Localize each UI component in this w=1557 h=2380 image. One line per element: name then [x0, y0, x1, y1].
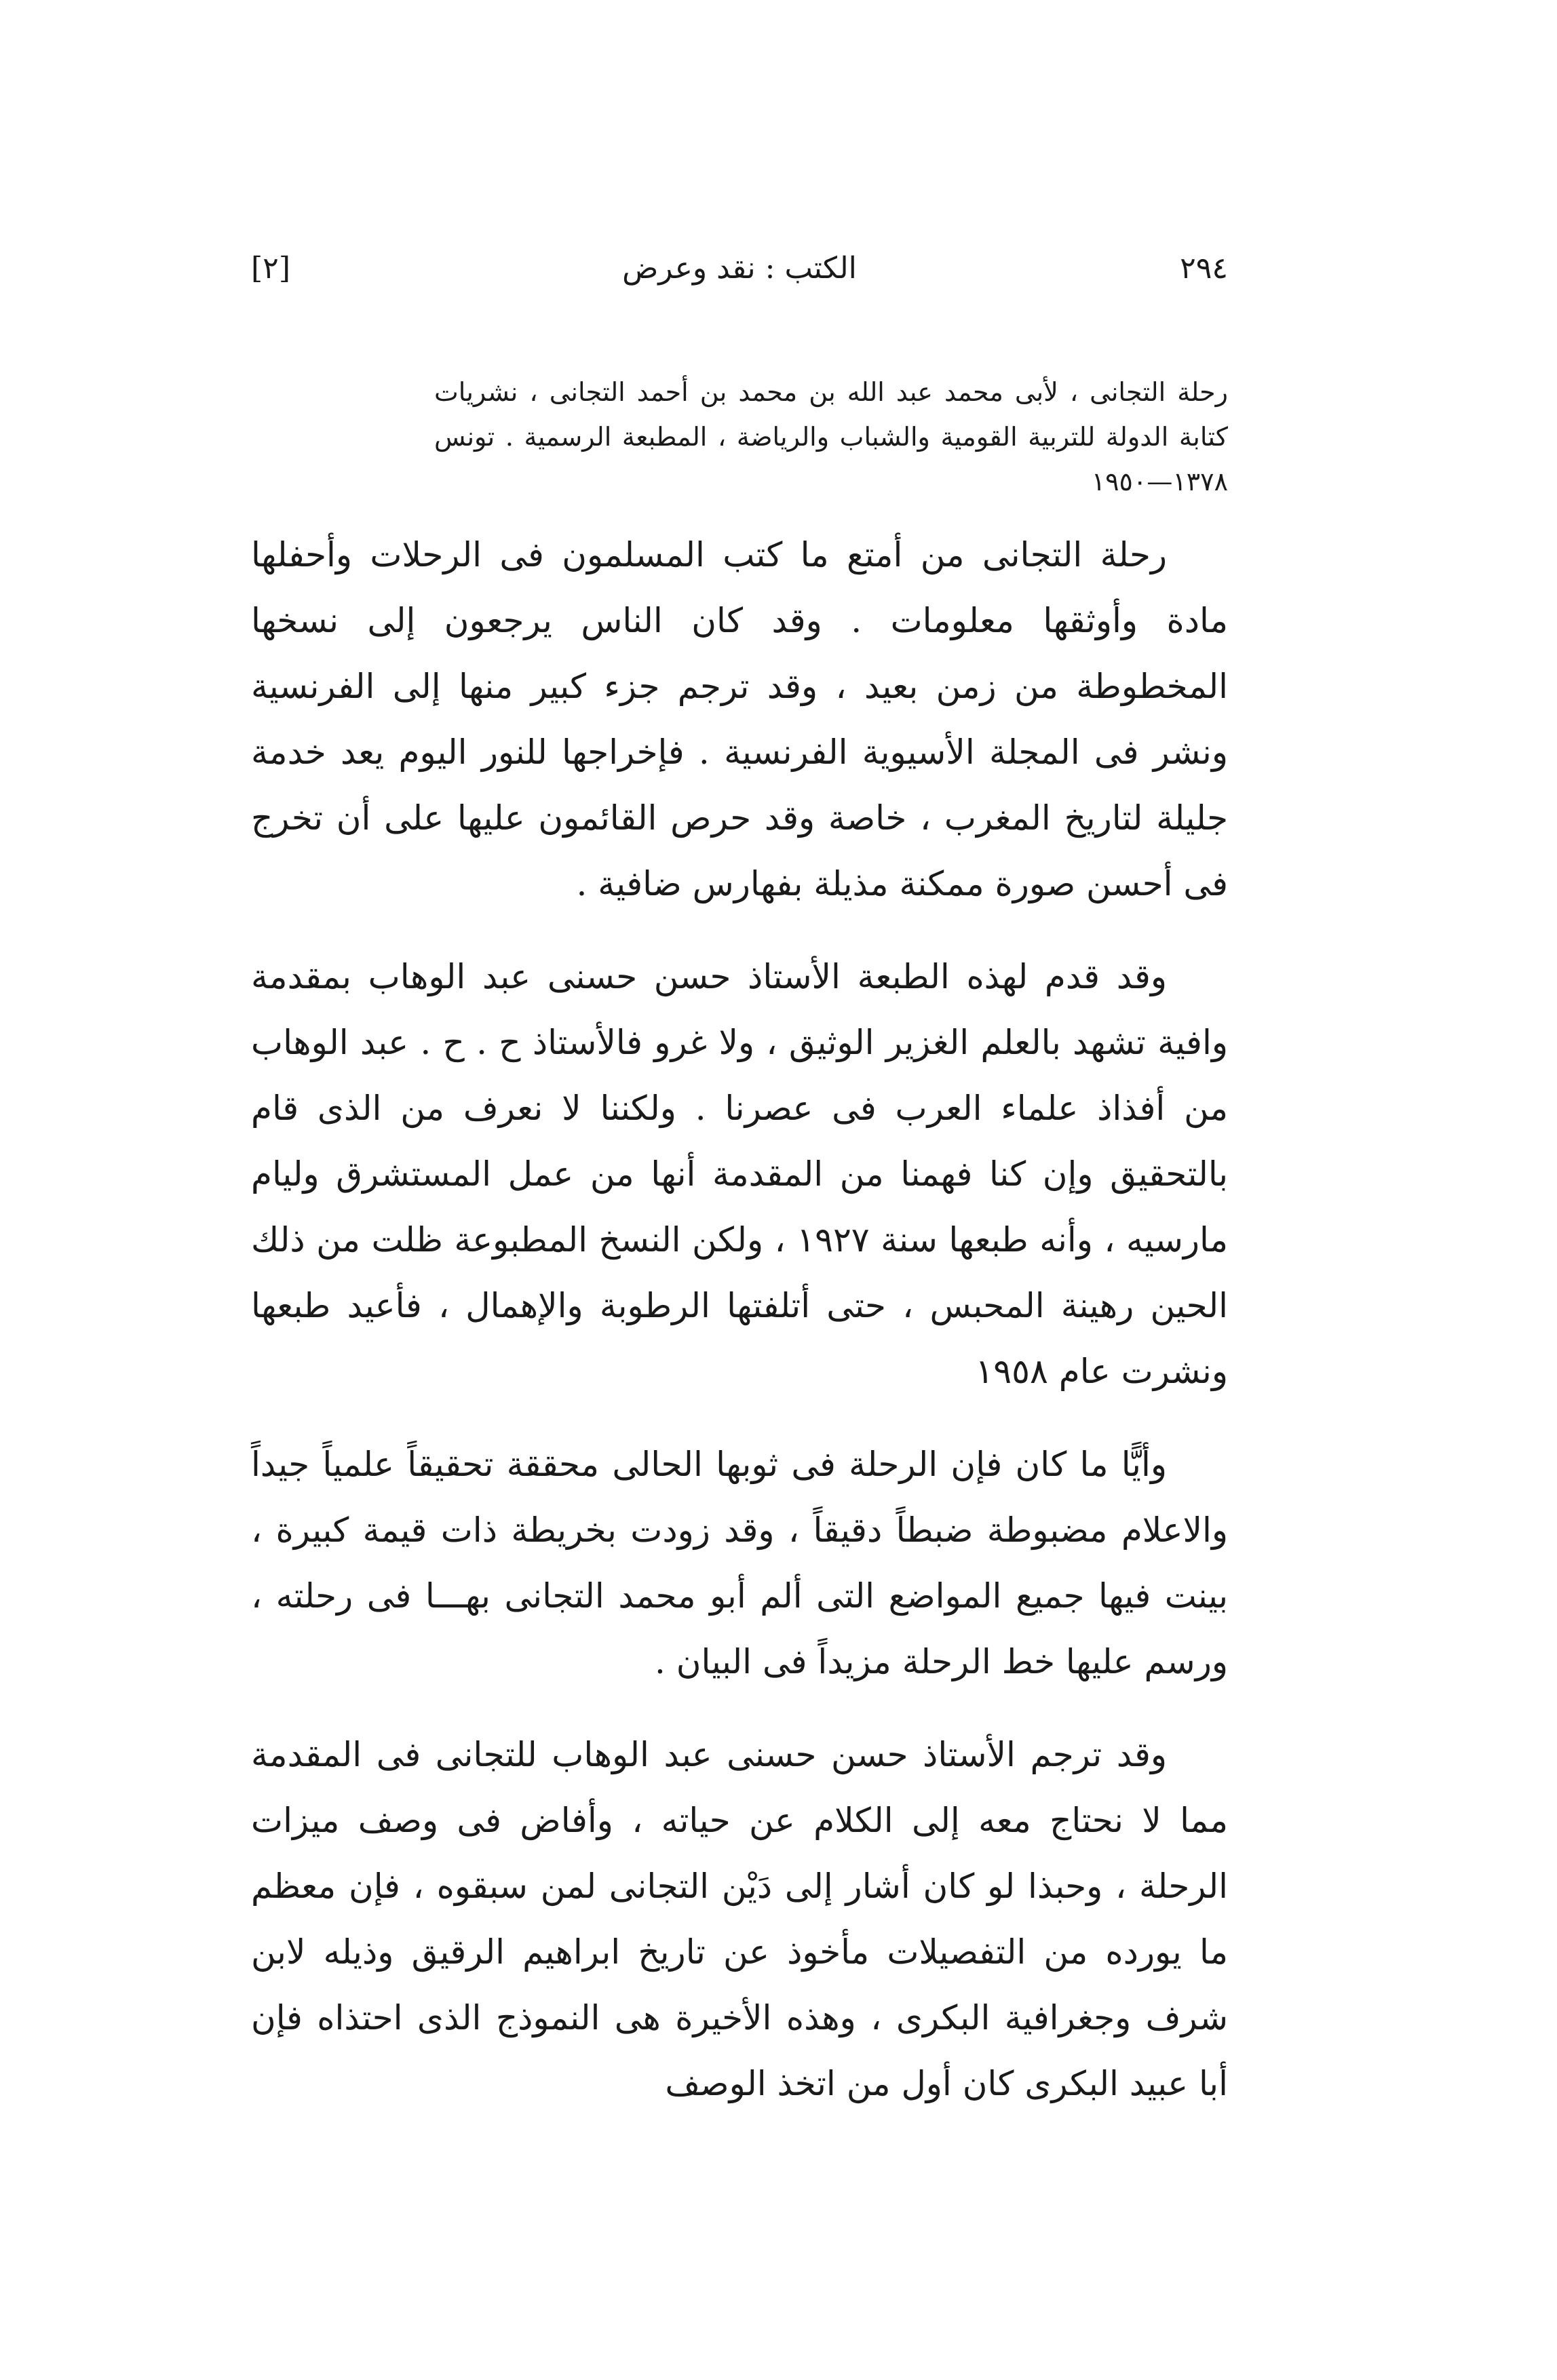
paragraph-2: وقد قدم لهذه الطبعة الأستاذ حسن حسنى عبد الوهاب بمقدمة وافية تشهد بالعلم الغزير الوثيق ، ولا غرو فالأستاذ ح . ح . عبد الوهاب من أفذاذ علماء العرب فى عصرنا . ولكننا لا نعرف من الذى قام بالتحقيق وإن كنا فهمنا من المقدمة أنها من عمل المستشرق وليام مارسيه ، وأنه طبعها سنة ١٩٢٧ ، ولكن النسخ المطبوعة ظلت من ذلك الحين رهينة المحبس ، حتى أتلفتها الرطوبة والإهمال ، فأعيد طبعها ونشرت عام ١٩٥٨ [251, 957, 1229, 1391]
paragraph-4: وقد ترجم الأستاذ حسن حسنى عبد الوهاب للتجانى فى المقدمة مما لا نحتاج معه إلى الكلام عن حياته ، وأفاض فى وصف ميزات الرحلة ، وحبذا لو كان أشار إلى دَيْن التجانى لمن سبقوه ، فإن معظم ما يورده من التفصيلات مأخوذ عن تاريخ ابراهيم الرقيق وذيله لابن شرف وجغرافية البكرى ، وهذه الأخيرة هى النموذج الذى احتذاه فإن أبا عبيد البكرى كان أول من اتخذ الوصف [251, 1735, 1228, 2103]
book-citation: رحلة التجانى ، لأبى محمد عبد الله بن محمد بن أحمد التجانى ، نشريات كتابة الدولة للتربية القومية والشباب والرياضة ، المطبعة الرسمية . تونس ١٣٧٨—١٩٥٠ [434, 377, 1228, 496]
part-marker: [٢] [251, 251, 290, 286]
paragraph-1: رحلة التجانى من أمتع ما كتب المسلمون فى الرحلات وأحفلها مادة وأوثقها معلومات . وقد كان الناس يرجعون إلى نسخها المخطوطة من زمن بعيد ، وقد ترجم جزء كبير منها إلى الفرنسية ونشر فى المجلة الأسيوية الفرنسية . فإخراجها للنور اليوم يعد خدمة جليلة لتاريخ المغرب ، خاصة وقد حرص القائمون عليها على أن تخرج فى أحسن صورة ممكنة مذيلة بفهارس ضافية . [251, 535, 1228, 903]
review-body [251, 522, 1228, 2144]
running-title: الكتب : نقد وعرض [622, 251, 857, 286]
page-header [251, 251, 1228, 312]
paragraph-3: وأيًّا ما كان فإن الرحلة فى ثوبها الحالى محققة تحقيقاً علمياً جيداً والاعلام مضبوطة ضبطاً دقيقاً ، وقد زودت بخريطة ذات قيمة كبيرة ، بينت فيها جميع المواضع التى ألم أبو محمد التجانى بهـــا فى رحلته ، ورسم عليها خط الرحلة مزيداً فى البيان . [251, 1445, 1228, 1681]
page-number: ٢٩٤ [1180, 251, 1228, 286]
